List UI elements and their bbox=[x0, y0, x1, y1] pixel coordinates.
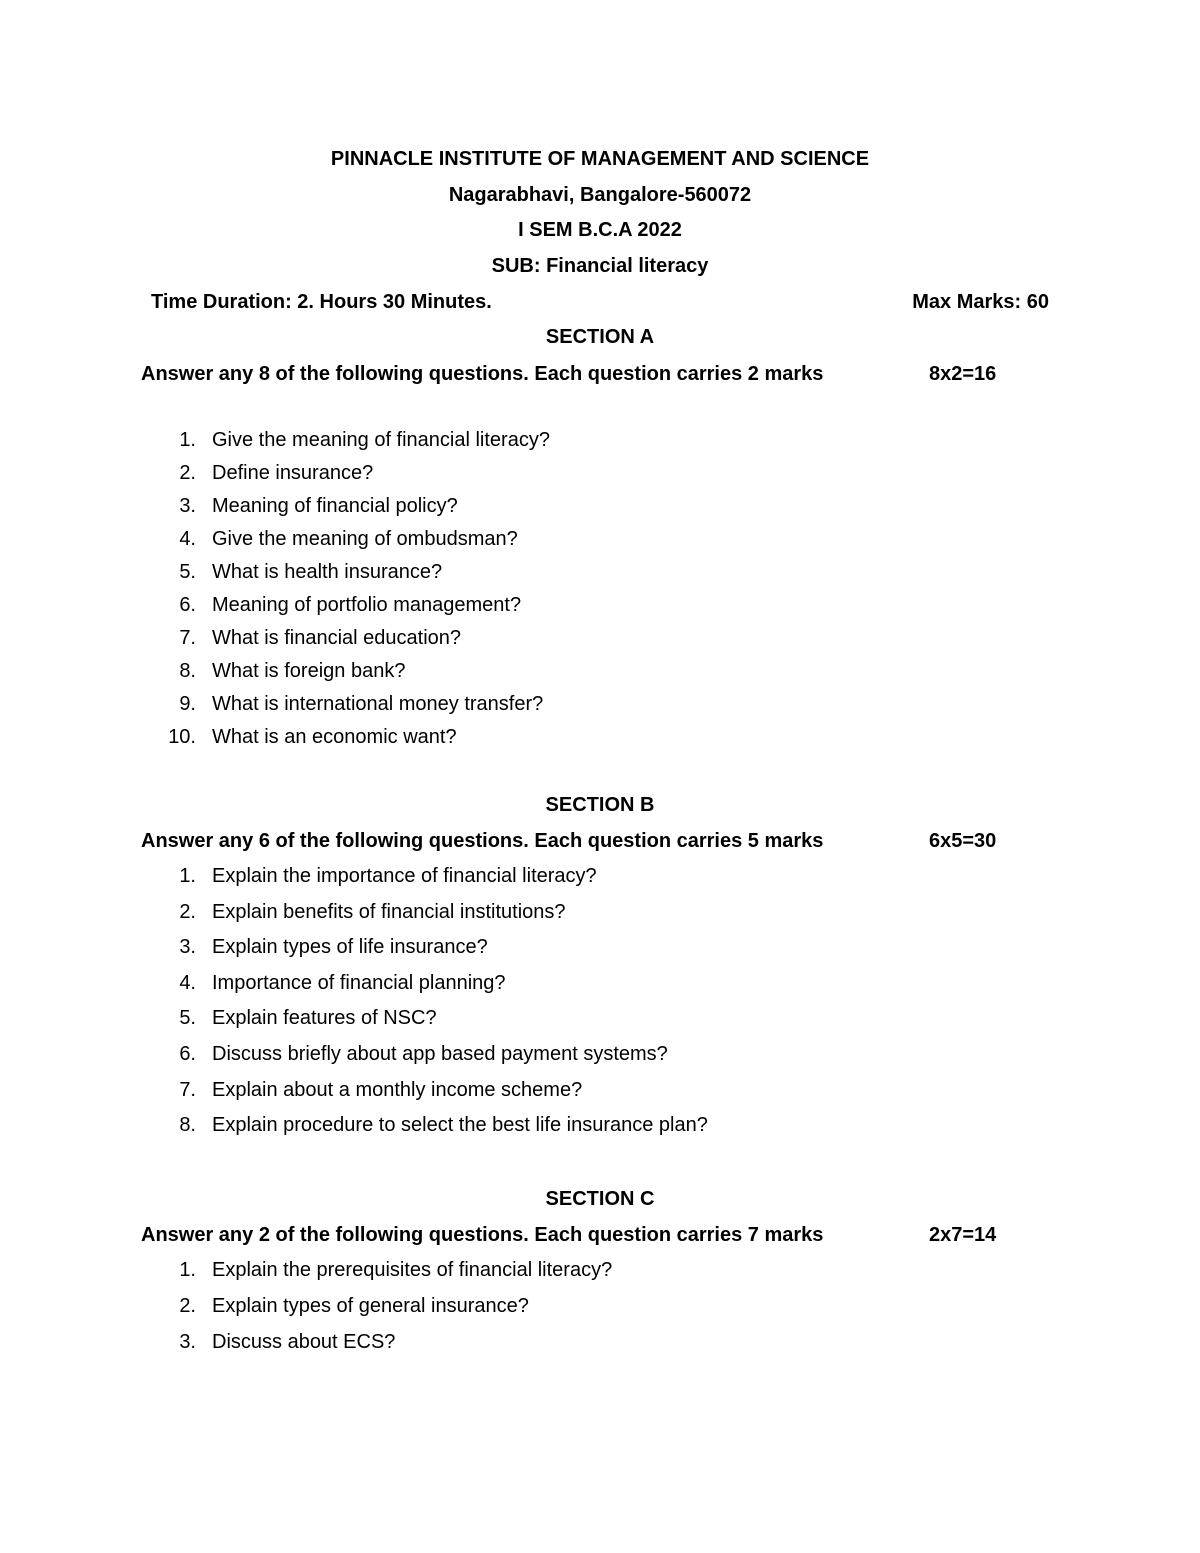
section-b-question bbox=[0, 1077, 1200, 1113]
question-text: Explain about a monthly income scheme? bbox=[212, 1078, 583, 1101]
section-a-title: SECTION A bbox=[545, 326, 655, 348]
question-text: Give the meaning of ombudsman? bbox=[212, 528, 518, 550]
question-text: What is foreign bank? bbox=[212, 660, 406, 682]
question-text: Explain types of life insurance? bbox=[212, 936, 488, 959]
section-b-question bbox=[0, 970, 1200, 1006]
section-b-question bbox=[0, 863, 1200, 899]
question-number: 6. bbox=[179, 594, 196, 616]
question-number: 8. bbox=[179, 660, 196, 682]
section-a-question bbox=[0, 427, 1200, 460]
section-a-question bbox=[0, 559, 1200, 592]
section-a-question bbox=[0, 625, 1200, 658]
question-number: 8. bbox=[179, 1114, 196, 1137]
question-number: 1. bbox=[179, 865, 196, 887]
question-text: Give the meaning of financial literacy? bbox=[212, 429, 550, 451]
question-number: 3. bbox=[179, 1331, 196, 1353]
section-b-questions bbox=[0, 863, 1200, 1148]
question-text: Explain benefits of financial institutions? bbox=[212, 900, 566, 923]
question-number: 7. bbox=[179, 1078, 196, 1101]
question-number: 6. bbox=[179, 1042, 196, 1065]
question-text: Define insurance? bbox=[212, 462, 374, 484]
question-number: 5. bbox=[179, 1007, 196, 1030]
question-text: Explain the prerequisites of financial literacy? bbox=[212, 1259, 613, 1281]
section-b-question bbox=[0, 1041, 1200, 1077]
question-number: 3. bbox=[179, 495, 196, 517]
section-b-question bbox=[0, 1112, 1200, 1148]
question-text: Explain features of NSC? bbox=[212, 1007, 437, 1030]
question-text: Meaning of portfolio management? bbox=[212, 594, 522, 616]
section-b-question bbox=[0, 934, 1200, 970]
section-a-question bbox=[0, 724, 1200, 757]
subject-line bbox=[0, 253, 1200, 279]
question-number: 1. bbox=[179, 1259, 196, 1281]
question-text: Explain the importance of financial literacy? bbox=[212, 865, 597, 887]
section-a-question bbox=[0, 592, 1200, 625]
subject-label: SUB: bbox=[491, 255, 541, 277]
section-b-title: SECTION B bbox=[545, 794, 655, 816]
question-text: Discuss about ECS? bbox=[212, 1331, 396, 1353]
question-number: 2. bbox=[179, 1295, 196, 1317]
section-c-question bbox=[0, 1257, 1200, 1293]
time-duration: Time Duration: 2. Hours 30 Minutes. bbox=[151, 291, 492, 313]
institute-name: PINNACLE INSTITUTE OF MANAGEMENT AND SCIENCE bbox=[330, 148, 870, 170]
question-text: What is financial education? bbox=[212, 627, 462, 649]
question-number: 1. bbox=[179, 429, 196, 451]
section-c-question bbox=[0, 1329, 1200, 1365]
section-a-question bbox=[0, 691, 1200, 724]
question-number: 10. bbox=[168, 726, 196, 748]
question-text: Explain procedure to select the best life insurance plan? bbox=[212, 1114, 708, 1137]
question-text: Explain types of general insurance? bbox=[212, 1295, 529, 1317]
section-a-questions bbox=[0, 427, 1200, 757]
question-text: What is an economic want? bbox=[212, 726, 457, 748]
max-marks: Max Marks: 60 bbox=[912, 291, 1049, 313]
section-a-question bbox=[0, 526, 1200, 559]
question-number: 2. bbox=[179, 462, 196, 484]
question-text: What is health insurance? bbox=[212, 561, 443, 583]
section-c-questions bbox=[0, 1257, 1200, 1365]
section-c-title: SECTION C bbox=[545, 1188, 655, 1210]
subject-value: Financial literacy bbox=[540, 255, 709, 277]
section-b-question bbox=[0, 899, 1200, 935]
question-number: 4. bbox=[179, 528, 196, 550]
section-c-marks: 2x7=14 bbox=[929, 1224, 997, 1246]
section-a-question bbox=[0, 493, 1200, 526]
question-text: Importance of financial planning? bbox=[212, 971, 506, 994]
question-text: What is international money transfer? bbox=[212, 693, 544, 715]
section-b-instruction: Answer any 6 of the following questions. Each question carries 5 marks bbox=[141, 830, 824, 852]
question-number: 4. bbox=[179, 971, 196, 994]
question-text: Discuss briefly about app based payment systems? bbox=[212, 1042, 668, 1065]
section-a-marks: 8x2=16 bbox=[929, 363, 997, 385]
section-c-instruction: Answer any 2 of the following questions. Each question carries 7 marks bbox=[141, 1224, 824, 1246]
question-number: 3. bbox=[179, 936, 196, 959]
section-a-instruction: Answer any 8 of the following questions. Each question carries 2 marks bbox=[141, 363, 824, 385]
institute-address: Nagarabhavi, Bangalore-560072 bbox=[448, 184, 752, 206]
section-a-question bbox=[0, 460, 1200, 493]
section-a-question bbox=[0, 658, 1200, 691]
section-b-question bbox=[0, 1005, 1200, 1041]
question-number: 7. bbox=[179, 627, 196, 649]
section-c-question bbox=[0, 1293, 1200, 1329]
section-b-marks: 6x5=30 bbox=[929, 830, 997, 852]
question-number: 9. bbox=[179, 693, 196, 715]
question-number: 2. bbox=[179, 900, 196, 923]
question-number: 5. bbox=[179, 561, 196, 583]
semester-title: I SEM B.C.A 2022 bbox=[518, 219, 682, 241]
question-text: Meaning of financial policy? bbox=[212, 495, 458, 517]
